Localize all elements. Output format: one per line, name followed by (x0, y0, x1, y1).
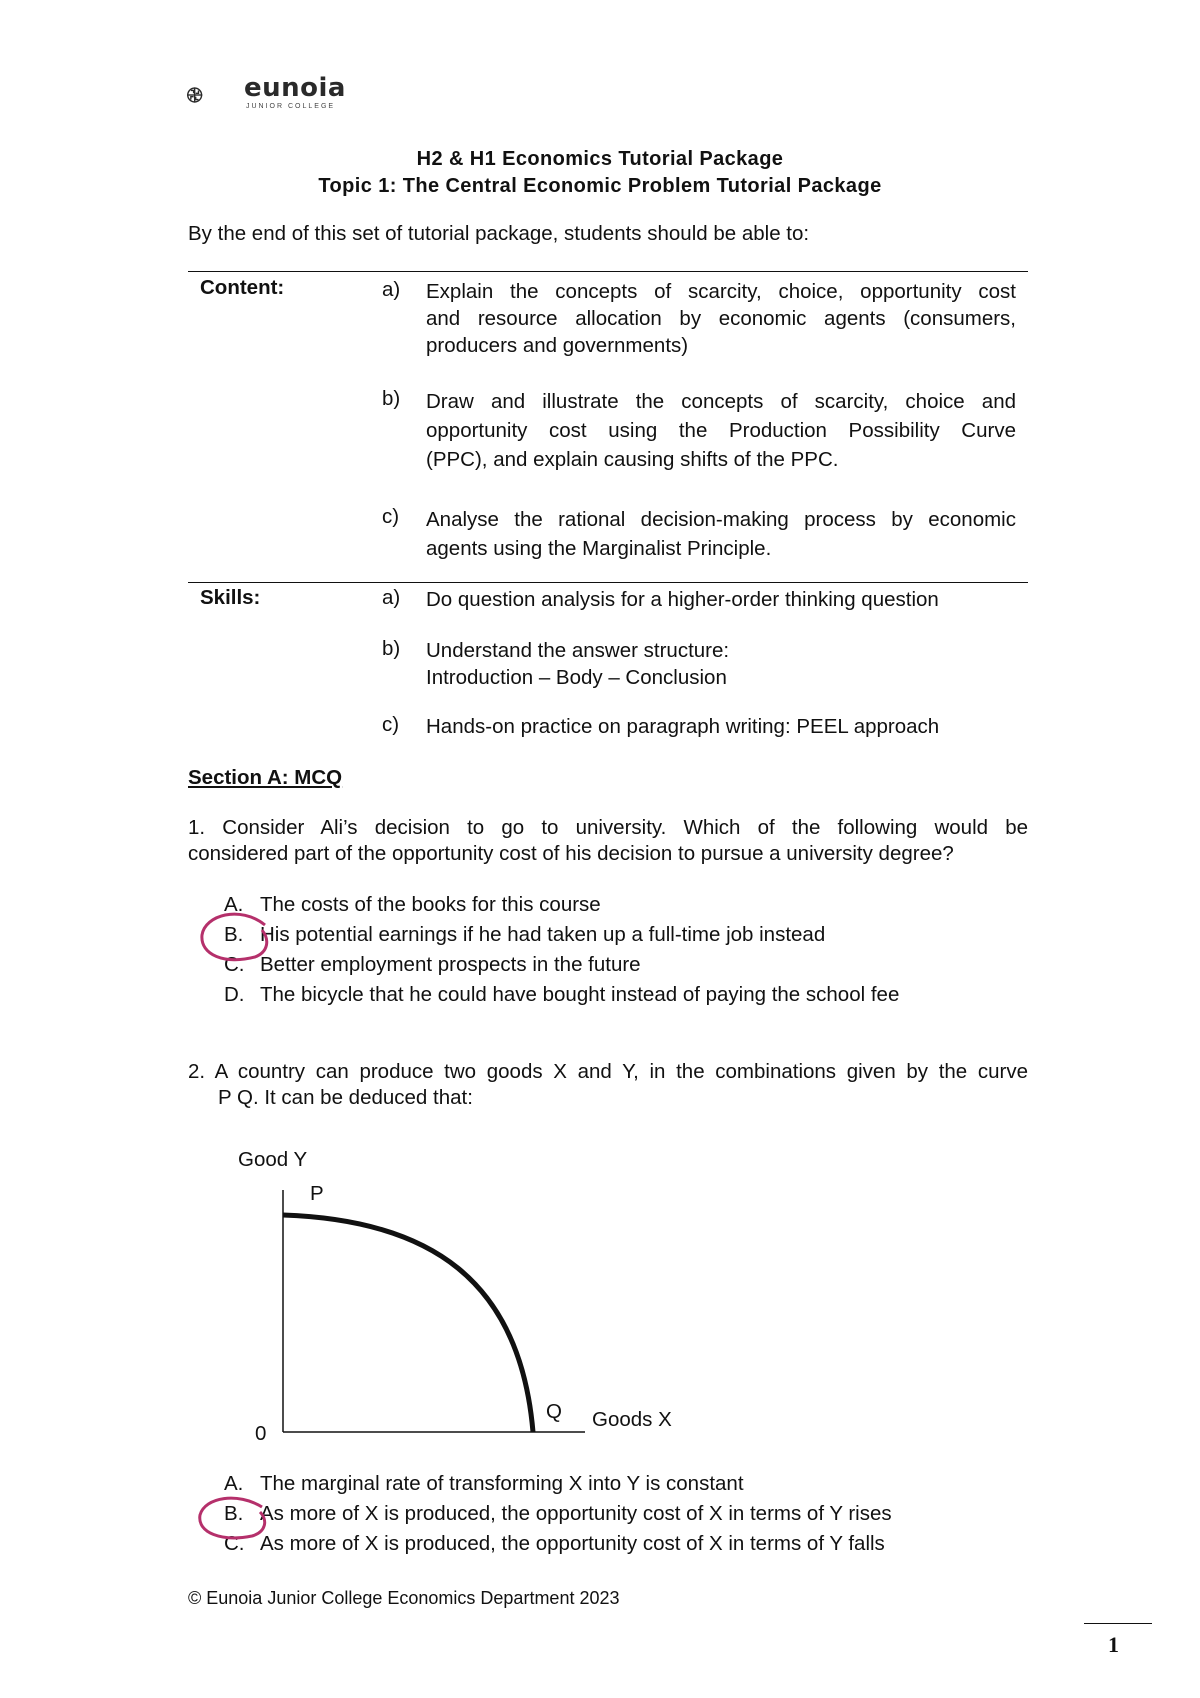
question-2: 2. A country can produce two goods X and Y, in the combinations given by the curve P Q. It can be deduced that: (188, 1060, 1028, 1109)
skills-item-a: Do question analysis for a higher-order thinking question (426, 588, 939, 611)
chart-origin-label: 0 (255, 1422, 267, 1445)
q1-option-b: His potential earnings if he had taken up a full-time job instead (260, 923, 826, 946)
skills-label: Skills: (200, 586, 261, 609)
q1-option-d-label: D. (224, 983, 245, 1006)
content-label: Content: (200, 276, 285, 299)
q2-option-b: As more of X is produced, the opportunity cost of X in terms of Y rises (260, 1502, 892, 1525)
question-1: 1. Consider Ali’s decision to go to university. Which of the following would be considered part of the opportunity cost of his decision to pursue a university degree? (188, 816, 1028, 865)
chart-ylabel: Good Y (238, 1148, 308, 1171)
intro-text: By the end of this set of tutorial package, students should be able to: (188, 222, 810, 245)
q1-option-c-label: C. (224, 953, 245, 976)
skills-item-b: Understand the answer structure: Introduction – Body – Conclusion (426, 639, 730, 689)
content-marker-b: b) (382, 387, 401, 410)
skills-marker-b: b) (382, 637, 401, 660)
q2-option-c-label: C. (224, 1532, 245, 1555)
q2-option-c: As more of X is produced, the opportunity cost of X in terms of Y falls (260, 1532, 885, 1555)
q1-option-b-label: B. (224, 923, 244, 946)
brand-subtitle: JUNIOR COLLEGE (246, 103, 336, 110)
package-title: H2 & H1 Economics Tutorial Package (416, 148, 784, 170)
content-marker-a: a) (382, 278, 401, 301)
q1-option-a: The costs of the books for this course (260, 893, 601, 916)
chart-xlabel: Goods X (592, 1408, 672, 1431)
q1-option-c: Better employment prospects in the future (260, 953, 641, 976)
section-a-title: Section A: MCQ (188, 766, 343, 789)
content-item-a: Explain the concepts of scarcity, choice, opportunity cost and resource allocation by economic agents (consumers, producers and governments) (426, 280, 1016, 357)
brand-name: eunoia (244, 73, 346, 103)
q2-option-a-label: A. (224, 1472, 244, 1495)
page-number: 1 (1108, 1632, 1119, 1657)
q1-option-a-label: A. (224, 893, 244, 916)
topic-title: Topic 1: The Central Economic Problem Tutorial Package (318, 175, 882, 197)
q2-option-a: The marginal rate of transforming X into Y is constant (260, 1472, 744, 1495)
copyright-footer: © Eunoia Junior College Economics Department 2023 (188, 1588, 620, 1608)
content-marker-c: c) (382, 505, 400, 528)
chart-label-p: P (310, 1182, 324, 1205)
q1-option-d: The bicycle that he could have bought instead of paying the school fee (260, 983, 900, 1006)
skills-marker-c: c) (382, 713, 400, 736)
q2-answer-circle (200, 1498, 265, 1538)
content-item-b: Draw and illustrate the concepts of scarcity, choice and opportunity cost using the Production Possibility Curve (PPC), and explain causing shifts of the PPC. (426, 390, 1016, 471)
q1-answer-circle (202, 914, 267, 960)
skills-marker-a: a) (382, 586, 401, 609)
skills-item-c: Hands-on practice on paragraph writing: PEEL approach (426, 715, 940, 738)
page-number-rule (1084, 1623, 1152, 1624)
chart-label-q: Q (546, 1400, 562, 1423)
content-item-c: Analyse the rational decision-making process by economic agents using the Marginalist Principle. (426, 508, 1016, 560)
q2-option-b-label: B. (224, 1502, 244, 1525)
